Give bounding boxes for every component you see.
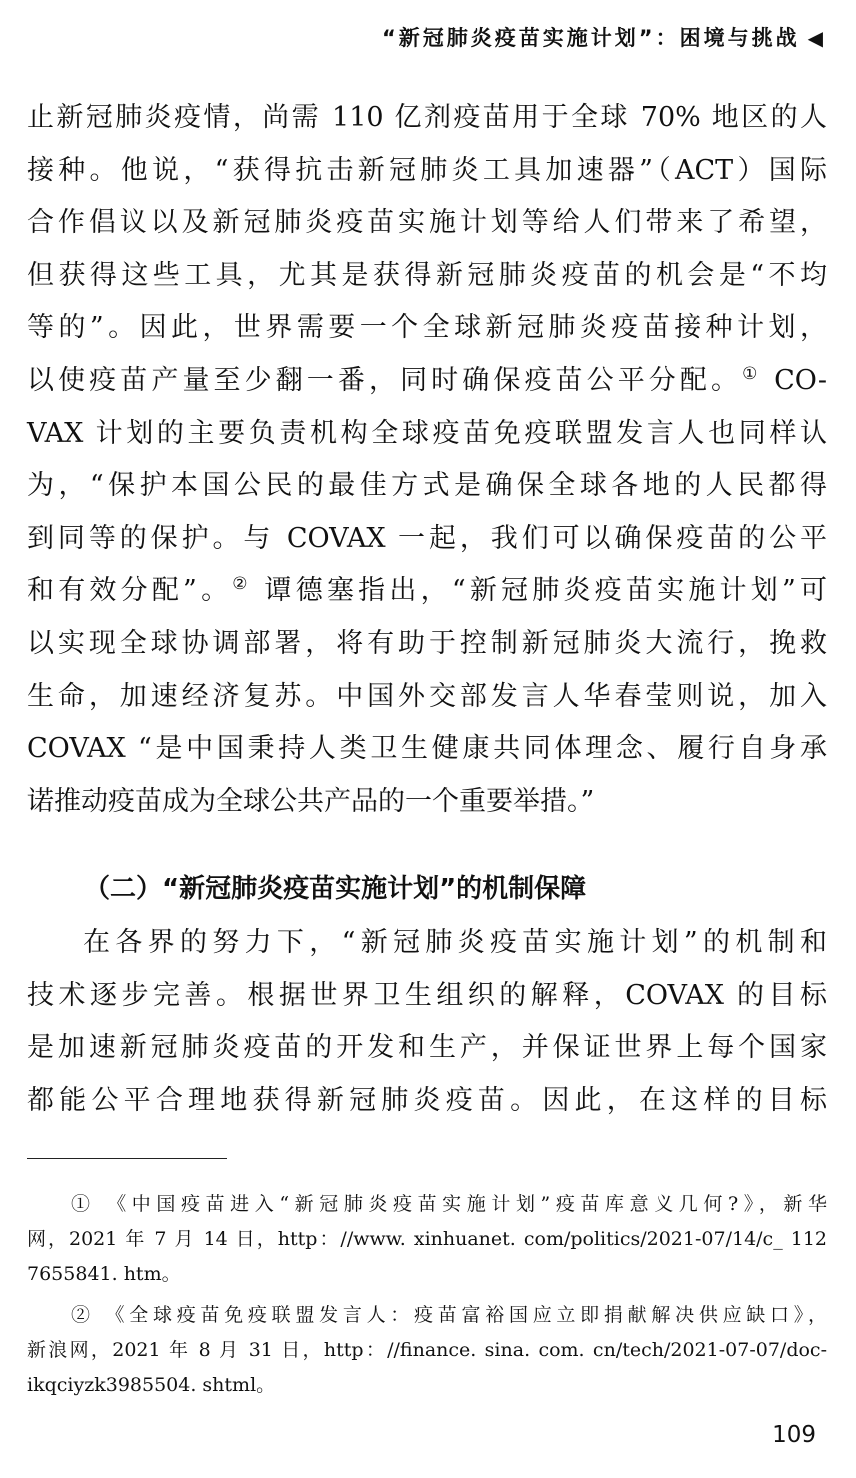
text-line: 到同等的保护。与 COVAX 一起，我们可以确保疫苗的公平 bbox=[27, 522, 827, 554]
paragraph-2 bbox=[27, 917, 827, 1127]
text-line bbox=[27, 565, 827, 618]
left-triangle-icon: ◀ bbox=[807, 26, 826, 50]
text-line: 技术逐步完善。根据世界卫生组织的解释，COVAX 的目标 bbox=[27, 979, 827, 1011]
text-line: VAX 计划的主要负责机构全球疫苗免疫联盟发言人也同样认 bbox=[27, 417, 827, 449]
text-segment: 以使疫苗产量至少翻一番，同时确保疫苗公平分配。 bbox=[27, 364, 743, 396]
page-number: 109 bbox=[772, 1422, 816, 1448]
text-line: COVAX “是中国秉持人类卫生健康共同体理念、履行自身承 bbox=[27, 733, 827, 765]
text-line: 止新冠肺炎疫情，尚需 110 亿剂疫苗用于全球 70% 地区的人 bbox=[27, 102, 827, 133]
running-header-title: “新冠肺炎疫苗实施计划”：困境与挑战 bbox=[382, 26, 800, 50]
text-line: 为，“保护本国公民的最佳方式是确保全球各地的人民都得 bbox=[27, 470, 827, 502]
footnote-divider bbox=[27, 1158, 227, 1159]
footnote-ref-2[interactable]: ② bbox=[232, 574, 252, 595]
text-line: 但获得这些工具，尤其是获得新冠肺炎疫苗的机会是“不均 bbox=[27, 259, 827, 291]
text-segment: CO- bbox=[761, 364, 828, 396]
text-line: 接种。他说，“获得抗击新冠肺炎工具加速器”（ACT）国际 bbox=[27, 154, 827, 186]
footnotes bbox=[27, 1187, 827, 1403]
paragraph-1 bbox=[27, 92, 827, 828]
section-heading: （二）“新冠肺炎疫苗实施计划”的机制保障 bbox=[84, 874, 587, 904]
text-line: 等的”。因此，世界需要一个全球新冠肺炎疫苗接种计划， bbox=[27, 312, 827, 344]
text-segment: 和有效分配”。 bbox=[27, 575, 233, 607]
text-line: 以实现全球协调部署，将有助于控制新冠肺炎大流行，挽救 bbox=[27, 627, 827, 659]
text-line bbox=[27, 355, 827, 408]
footnote-line: ② 《全球疫苗免疫联盟发言人：疫苗富裕国应立即捐献解决供应缺口》， bbox=[71, 1304, 827, 1326]
footnote-2 bbox=[27, 1298, 827, 1403]
text-line: 诺推动疫苗成为全球公共产品的一个重要举措。” bbox=[27, 785, 595, 817]
footnote-line: 新浪网，2021 年 8 月 31 日，http：//finance. sina. com. cn/tech/2021-07-07/doc- bbox=[27, 1339, 827, 1361]
text-line: 生命，加速经济复苏。中国外交部发言人华春莹则说，加入 bbox=[27, 680, 827, 712]
running-header bbox=[382, 22, 826, 52]
footnote-line: 网，2021 年 7 月 14 日，http：//www. xinhuanet. com/politics/2021-07/14/c_ 112 bbox=[27, 1228, 827, 1250]
footnote-line: 7655841. htm。 bbox=[27, 1263, 181, 1285]
text-line: 合作倡议以及新冠肺炎疫苗实施计划等给人们带来了希望， bbox=[27, 207, 827, 239]
footnote-ref-1[interactable]: ① bbox=[742, 363, 762, 384]
text-segment: 谭德塞指出，“新冠肺炎疫苗实施计划”可 bbox=[251, 575, 827, 607]
text-line: 都能公平合理地获得新冠肺炎疫苗。因此，在这样的目标 bbox=[27, 1084, 827, 1116]
footnote-line: ikqciyzk3985504. shtml。 bbox=[27, 1374, 276, 1396]
footnote-1 bbox=[27, 1187, 827, 1292]
footnote-line: ① 《中国疫苗进入“新冠肺炎疫苗实施计划”疫苗库意义几何?》，新华 bbox=[71, 1193, 827, 1215]
text-line: 在各界的努力下，“新冠肺炎疫苗实施计划”的机制和 bbox=[83, 927, 827, 958]
text-line: 是加速新冠肺炎疫苗的开发和生产，并保证世界上每个国家 bbox=[27, 1032, 827, 1064]
